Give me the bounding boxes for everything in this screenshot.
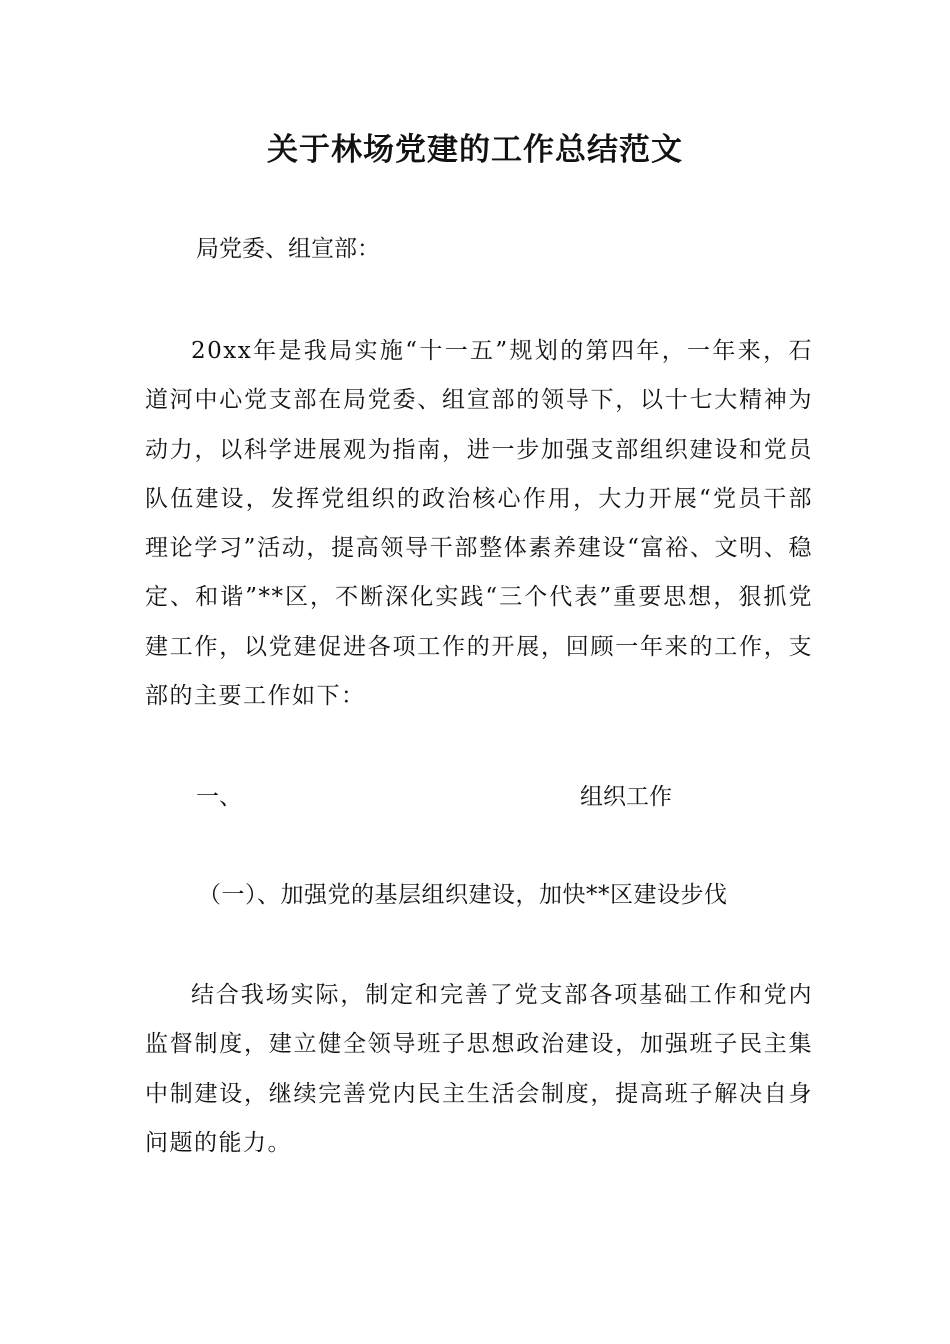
body-paragraph-2: 结合我场实际，制定和完善了党支部各项基础工作和党内监督制度，建立健全领导班子思想政治建设，加强班子民主集中制建设，继续完善党内民主生活会制度，提高班子解决自身问题的能力。 bbox=[145, 982, 813, 1156]
document-title: 关于林场党建的工作总结范文 bbox=[267, 132, 683, 168]
body-paragraph-1: 20xx年是我局实施“十一五”规划的第四年，一年来，石道河中心党支部在局党委、组宣部的领导下，以十七大精神为动力，以科学进展观为指南，进一步加强支部组织建设和党员队伍建设，发挥党组织的政治核心作用，大力开展“党员干部理论学习”活动，提高领导干部整体素养建设“富裕、文明、稳定、和谐”**区，不断深化实践“三个代表”重要思想，狠抓党建工作，以党建促进各项工作的开展，回顾一年来的工作，支部的主要工作如下： bbox=[145, 338, 813, 710]
subsection-heading-1: （一）、加强党的基层组织建设，加快**区建设步伐 bbox=[198, 882, 728, 908]
salutation: 局党委、组宣部： bbox=[196, 236, 380, 262]
section-number: 一、 bbox=[196, 784, 242, 810]
section-title: 组织工作 bbox=[580, 784, 672, 810]
